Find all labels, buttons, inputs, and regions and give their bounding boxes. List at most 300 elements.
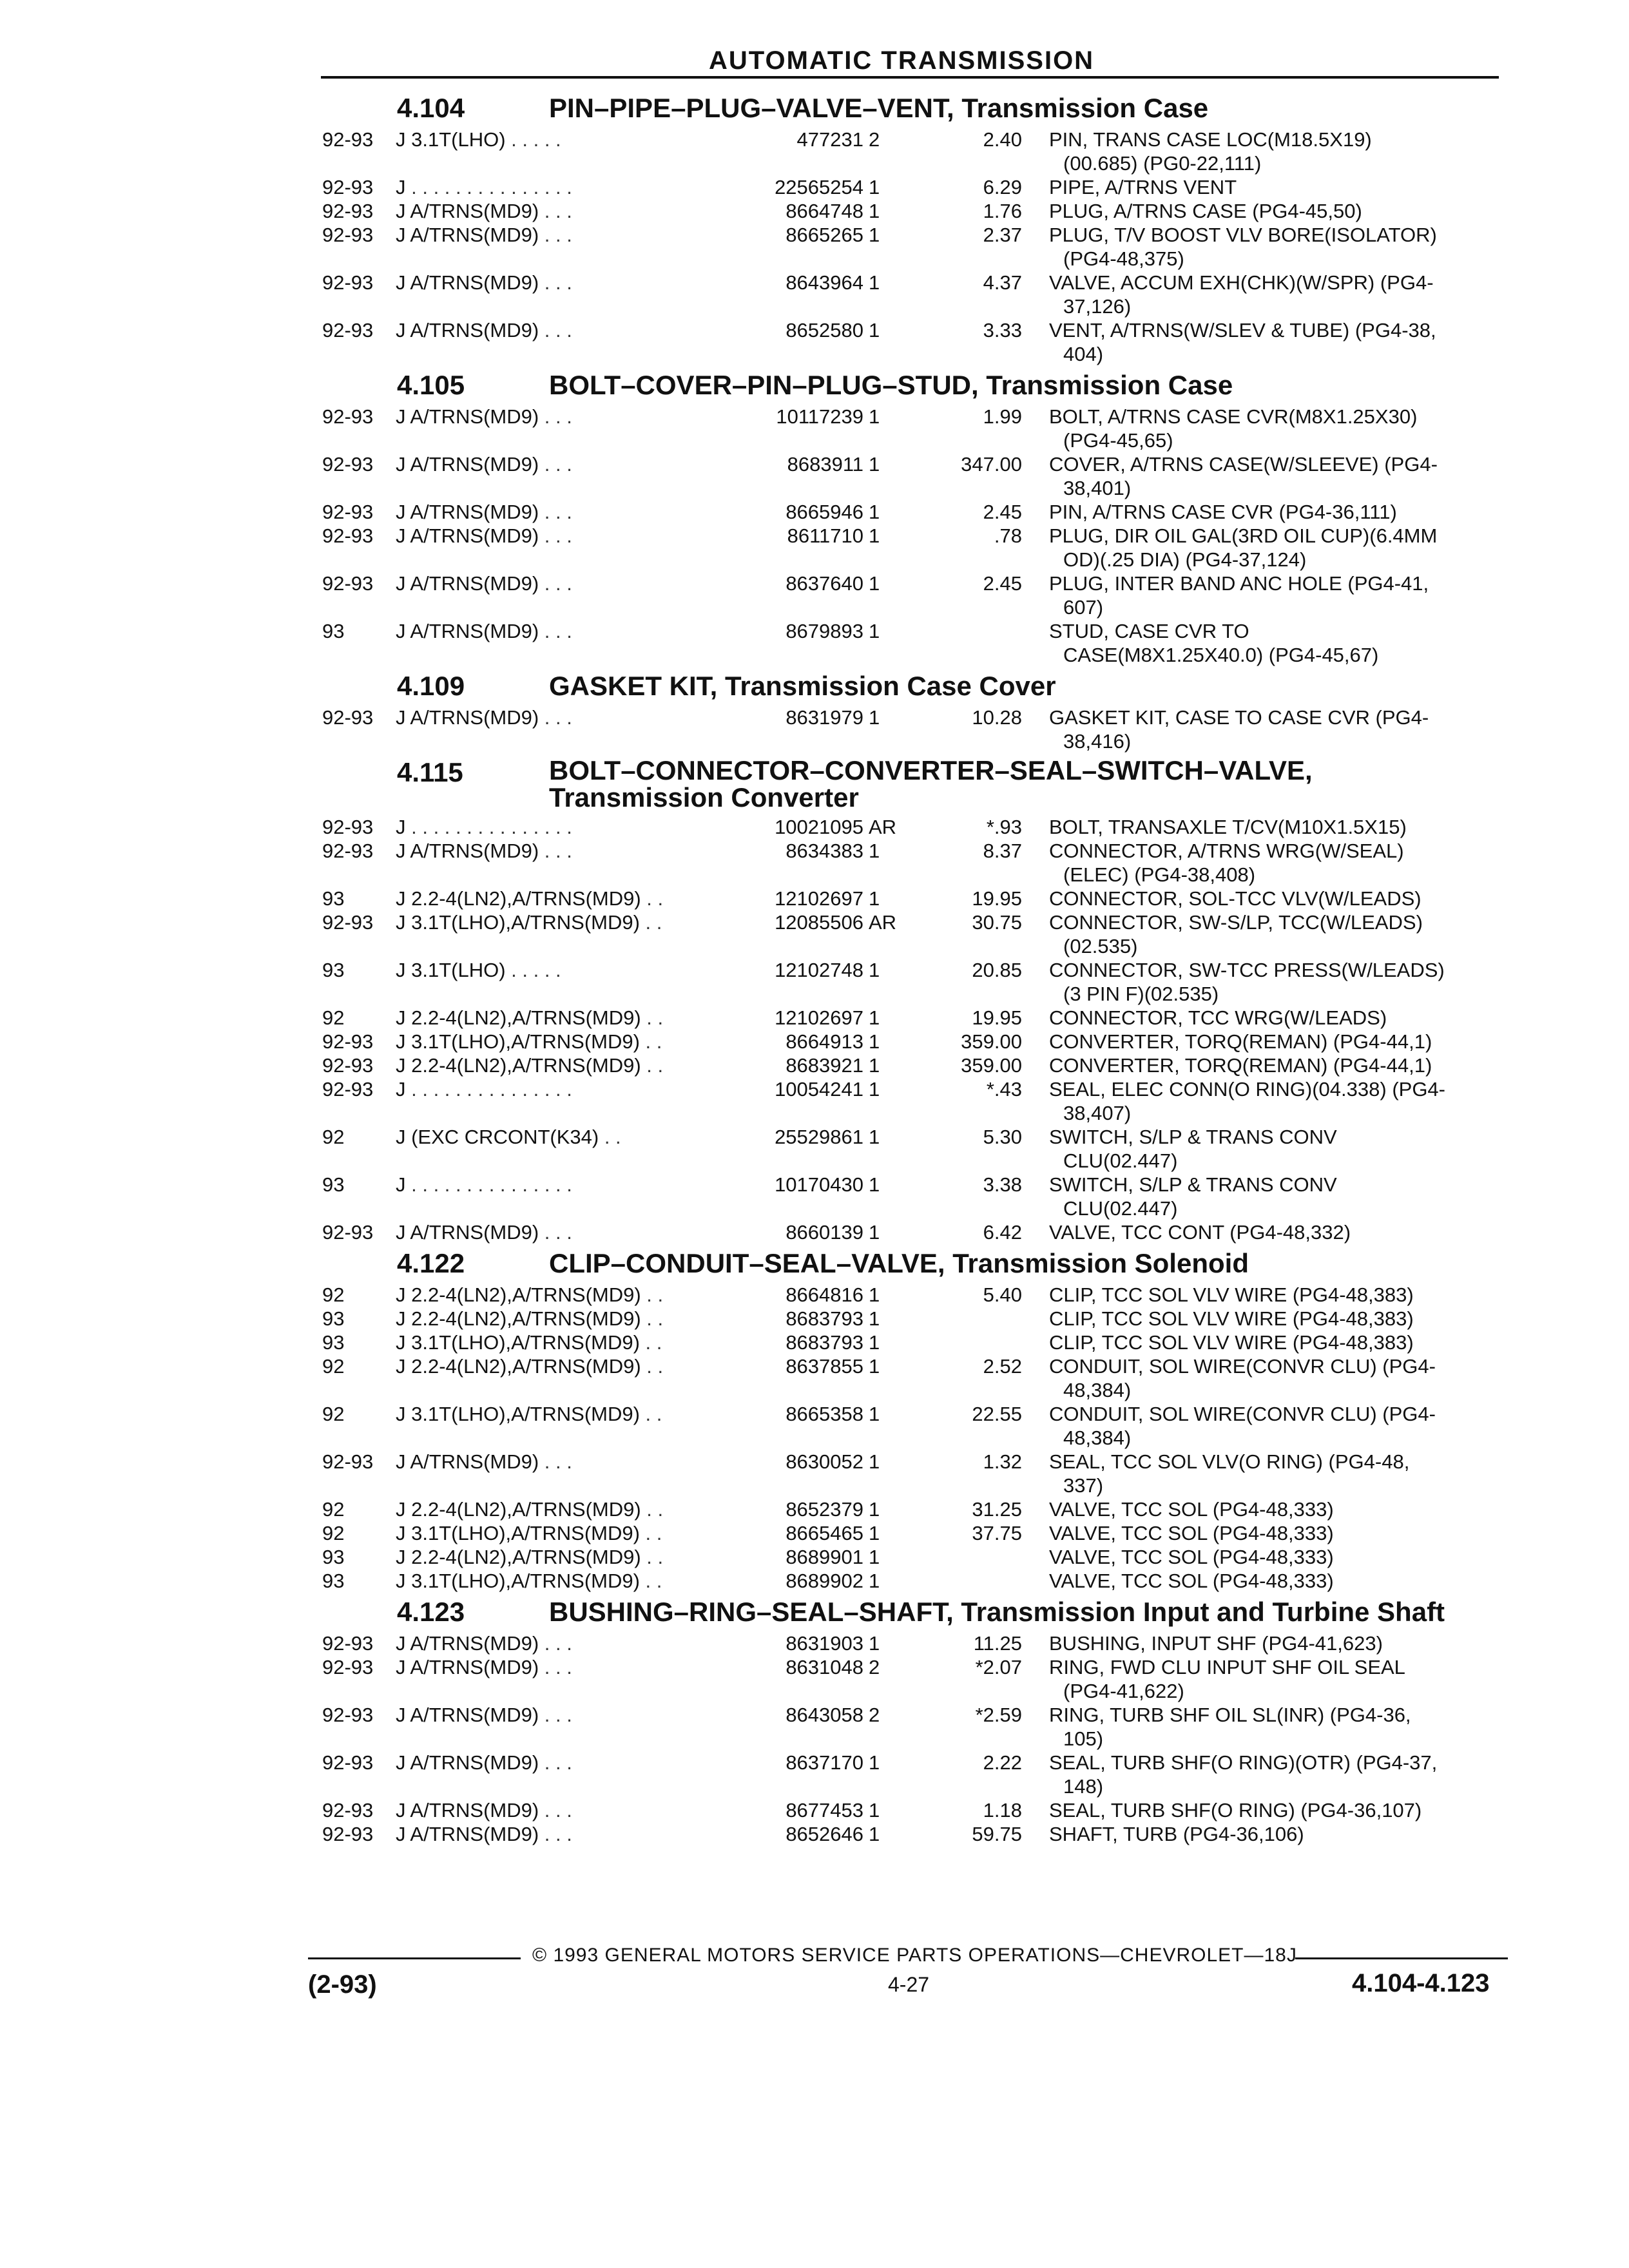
price: 3.33 xyxy=(983,319,1022,341)
model-years: 92-93 xyxy=(322,405,374,428)
description-line-1: SWITCH, S/LP & TRANS CONV xyxy=(1049,1126,1337,1148)
quantity: 1 xyxy=(869,1078,880,1100)
model-years: 92-93 xyxy=(322,1799,374,1821)
section-title: PIN–PIPE–PLUG–VALVE–VENT, Transmission Case xyxy=(549,93,1209,123)
description-line-2: OD)(.25 DIA) (PG4-37,124) xyxy=(1063,548,1307,571)
model-years: 92-93 xyxy=(322,524,374,547)
section-title: BOLT–COVER–PIN–PLUG–STUD, Transmission Case xyxy=(549,370,1233,400)
application xyxy=(396,887,718,910)
application-text: J A/TRNS(MD9) xyxy=(396,1823,539,1845)
quantity: 1 xyxy=(869,176,880,198)
parts-row xyxy=(0,706,1629,753)
quantity: 1 xyxy=(869,1546,880,1568)
leader-dots: . . . xyxy=(539,224,572,246)
parts-row xyxy=(0,1354,1629,1402)
quantity: 1 xyxy=(869,1054,880,1077)
description-line-2: 38,407) xyxy=(1063,1102,1132,1124)
description-line-2: 48,384) xyxy=(1063,1427,1132,1449)
parts-catalog xyxy=(0,89,1629,1846)
description-line-2: (PG4-45,65) xyxy=(1063,429,1173,452)
application-text: J A/TRNS(MD9) xyxy=(396,1704,539,1726)
parts-row xyxy=(0,1125,1629,1173)
description xyxy=(1049,1631,1500,1655)
description xyxy=(1049,1822,1500,1846)
application-text: J xyxy=(396,816,406,838)
leader-dots: . . . . . xyxy=(505,959,561,981)
leader-dots: . . xyxy=(641,1546,664,1568)
quantity: 1 xyxy=(869,224,880,246)
section-number: 4.122 xyxy=(397,1248,465,1278)
description-line-1: PIN, A/TRNS CASE CVR (PG4-36,111) xyxy=(1049,501,1397,523)
part-number: 8637170 xyxy=(786,1751,863,1774)
description-line-2: CASE(M8X1.25X40.0) (PG4-45,67) xyxy=(1063,644,1379,666)
description xyxy=(1049,1521,1500,1545)
description-line-1: CONNECTOR, TCC WRG(W/LEADS) xyxy=(1049,1006,1387,1029)
description xyxy=(1049,500,1500,524)
price: 22.55 xyxy=(972,1403,1022,1425)
leader-dots: . . xyxy=(641,1498,664,1521)
part-number: 8631979 xyxy=(786,706,863,729)
price: 6.42 xyxy=(983,1221,1022,1244)
application-text: J A/TRNS(MD9) xyxy=(396,405,539,428)
application-text: J A/TRNS(MD9) xyxy=(396,620,539,642)
parts-row xyxy=(0,1798,1629,1822)
quantity: 1 xyxy=(869,840,880,862)
part-number: 8637855 xyxy=(786,1355,863,1378)
part-number: 10117239 xyxy=(776,405,863,428)
price: 30.75 xyxy=(972,911,1022,934)
application xyxy=(396,524,718,548)
price: 2.45 xyxy=(983,572,1022,595)
section-range: 4.104-4.123 xyxy=(1352,1969,1490,1997)
description-line-2: 105) xyxy=(1063,1727,1104,1750)
quantity: 1 xyxy=(869,1331,880,1354)
price: *2.59 xyxy=(975,1704,1022,1726)
part-number: 10021095 xyxy=(775,816,863,838)
parts-row xyxy=(0,1077,1629,1125)
quantity: 2 xyxy=(869,128,880,151)
leader-dots: . . . xyxy=(539,1632,572,1655)
application xyxy=(396,1655,718,1679)
application-text: J 3.1T(LHO),A/TRNS(MD9) xyxy=(396,1522,640,1544)
model-years: 92-93 xyxy=(322,224,374,246)
application-text: J 3.1T(LHO),A/TRNS(MD9) xyxy=(396,1403,640,1425)
price: 4.37 xyxy=(983,271,1022,294)
leader-dots: . . . . . . . . . . . . . . . xyxy=(405,1078,572,1100)
footer-copyright: © 1993 GENERAL MOTORS SERVICE PARTS OPERATIONS—CHEVROLET—18J xyxy=(532,1945,1297,1966)
application xyxy=(396,1497,718,1521)
price: *.43 xyxy=(986,1078,1022,1100)
application-text: J 2.2-4(LN2),A/TRNS(MD9) xyxy=(396,1307,641,1330)
price: 20.85 xyxy=(972,959,1022,981)
leader-dots: . . . xyxy=(539,453,572,476)
description-line-2: CLU(02.447) xyxy=(1063,1197,1178,1220)
application-text: J 3.1T(LHO) xyxy=(396,128,506,151)
description-line-1: CONVERTER, TORQ(REMAN) (PG4-44,1) xyxy=(1049,1054,1432,1077)
leader-dots: . . . xyxy=(539,572,572,595)
application-text: J A/TRNS(MD9) xyxy=(396,271,539,294)
description-line-2: (3 PIN F)(02.535) xyxy=(1063,983,1219,1005)
page-header-title: AUTOMATIC TRANSMISSION xyxy=(709,46,1095,75)
part-number: 8611710 xyxy=(787,524,863,547)
part-number: 8630052 xyxy=(786,1450,863,1473)
quantity: 1 xyxy=(869,1006,880,1029)
parts-row xyxy=(0,887,1629,910)
description-line-1: PIN, TRANS CASE LOC(M18.5X19) xyxy=(1049,128,1372,151)
quantity: 1 xyxy=(869,1498,880,1521)
application xyxy=(396,1751,718,1774)
price: 359.00 xyxy=(961,1054,1022,1077)
part-number: 8665465 xyxy=(786,1522,863,1544)
section-heading xyxy=(0,366,1629,405)
price: 1.99 xyxy=(983,405,1022,428)
model-years: 93 xyxy=(322,1331,345,1354)
description-line-1: PLUG, DIR OIL GAL(3RD OIL CUP)(6.4MM xyxy=(1049,524,1438,547)
parts-row xyxy=(0,1822,1629,1846)
quantity: 1 xyxy=(869,1450,880,1473)
parts-row xyxy=(0,1521,1629,1545)
parts-row xyxy=(0,1331,1629,1354)
part-number: 22565254 xyxy=(775,176,863,198)
price: 1.32 xyxy=(983,1450,1022,1473)
parts-row xyxy=(0,1173,1629,1220)
description-line-1: BUSHING, INPUT SHF (PG4-41,623) xyxy=(1049,1632,1383,1655)
application-text: J A/TRNS(MD9) xyxy=(396,501,539,523)
description-line-1: CLIP, TCC SOL VLV WIRE (PG4-48,383) xyxy=(1049,1331,1414,1354)
leader-dots: . . . . . . . . . . . . . . . xyxy=(405,1173,572,1196)
leader-dots: . . xyxy=(639,1331,662,1354)
part-number: 8643964 xyxy=(786,271,863,294)
section-title: GASKET KIT, Transmission Case Cover xyxy=(549,671,1056,701)
leader-dots: . . . xyxy=(539,1450,572,1473)
application xyxy=(396,619,718,643)
model-years: 92-93 xyxy=(322,572,374,595)
parts-row xyxy=(0,1631,1629,1655)
description xyxy=(1049,1655,1500,1703)
parts-row xyxy=(0,128,1629,175)
description-line-1: SEAL, TURB SHF(O RING) (PG4-36,107) xyxy=(1049,1799,1422,1821)
model-years: 92-93 xyxy=(322,911,374,934)
leader-dots: . . xyxy=(639,1403,662,1425)
application-text: J 2.2-4(LN2),A/TRNS(MD9) xyxy=(396,1054,641,1077)
application-text: J xyxy=(396,1078,406,1100)
section-title: CLIP–CONDUIT–SEAL–VALVE, Transmission Solenoid xyxy=(549,1248,1249,1278)
model-years: 92-93 xyxy=(322,200,374,222)
part-number: 12102697 xyxy=(775,1006,863,1029)
description-line-2: 148) xyxy=(1063,1775,1104,1798)
model-years: 93 xyxy=(322,620,345,642)
description xyxy=(1049,1331,1500,1354)
leader-dots: . . . xyxy=(539,1221,572,1244)
description xyxy=(1049,815,1500,839)
part-number: 8652379 xyxy=(786,1498,863,1521)
model-years: 92 xyxy=(322,1126,345,1148)
description-line-1: VALVE, ACCUM EXH(CHK)(W/SPR) (PG4- xyxy=(1049,271,1434,294)
leader-dots: . . xyxy=(639,911,662,934)
section-heading xyxy=(0,667,1629,706)
description-line-1: RING, FWD CLU INPUT SHF OIL SEAL xyxy=(1049,1656,1405,1678)
leader-dots: . . . xyxy=(539,1751,572,1774)
leader-dots: . . . xyxy=(539,840,572,862)
application-text: J A/TRNS(MD9) xyxy=(396,1799,539,1821)
section-number: 4.123 xyxy=(397,1597,465,1627)
price: 359.00 xyxy=(961,1030,1022,1053)
parts-row xyxy=(0,405,1629,452)
leader-dots: . . xyxy=(639,1522,662,1544)
description-line-2: 48,384) xyxy=(1063,1379,1132,1401)
section-heading xyxy=(0,753,1629,815)
application-text: J A/TRNS(MD9) xyxy=(396,706,539,729)
section-heading xyxy=(0,89,1629,128)
parts-row xyxy=(0,1450,1629,1497)
model-years: 93 xyxy=(322,959,345,981)
quantity: 1 xyxy=(869,1173,880,1196)
application-text: J 2.2-4(LN2),A/TRNS(MD9) xyxy=(396,1283,641,1306)
model-years: 93 xyxy=(322,1546,345,1568)
description-line-1: SHAFT, TURB (PG4-36,106) xyxy=(1049,1823,1304,1845)
part-number: 8677453 xyxy=(786,1799,863,1821)
parts-row xyxy=(0,1307,1629,1331)
leader-dots: . . xyxy=(641,1006,664,1029)
price: 6.29 xyxy=(983,176,1022,198)
application xyxy=(396,910,718,934)
parts-row xyxy=(0,1703,1629,1751)
description-line-1: CLIP, TCC SOL VLV WIRE (PG4-48,383) xyxy=(1049,1307,1414,1330)
part-number: 8631048 xyxy=(786,1656,863,1678)
description-line-1: COVER, A/TRNS CASE(W/SLEEVE) (PG4- xyxy=(1049,453,1438,476)
price: *.93 xyxy=(986,816,1022,838)
description xyxy=(1049,1220,1500,1244)
quantity: 1 xyxy=(869,1632,880,1655)
part-number: 8660139 xyxy=(786,1221,863,1244)
description xyxy=(1049,706,1500,753)
model-years: 92-93 xyxy=(322,501,374,523)
part-number: 477231 xyxy=(796,128,863,151)
price: 31.25 xyxy=(972,1498,1022,1521)
description xyxy=(1049,572,1500,619)
application xyxy=(396,1703,718,1727)
application-text: J A/TRNS(MD9) xyxy=(396,524,539,547)
price: 1.76 xyxy=(983,200,1022,222)
part-number: 8665265 xyxy=(786,224,863,246)
application xyxy=(396,128,718,151)
description-line-2: 607) xyxy=(1063,596,1104,619)
quantity: 1 xyxy=(869,1403,880,1425)
price: 19.95 xyxy=(972,887,1022,910)
description-line-1: VALVE, TCC SOL (PG4-48,333) xyxy=(1049,1570,1334,1592)
description xyxy=(1049,1125,1500,1173)
application-text: J 3.1T(LHO) xyxy=(396,959,506,981)
application xyxy=(396,199,718,223)
section-title: BUSHING–RING–SEAL–SHAFT, Transmission Input and Turbine Shaft xyxy=(549,1597,1445,1627)
price: *2.07 xyxy=(975,1656,1022,1678)
model-years: 93 xyxy=(322,887,345,910)
parts-row xyxy=(0,524,1629,572)
application xyxy=(396,706,718,729)
model-years: 92-93 xyxy=(322,176,374,198)
description xyxy=(1049,1354,1500,1402)
parts-row xyxy=(0,1053,1629,1077)
description-line-1: BOLT, TRANSAXLE T/CV(M10X1.5X15) xyxy=(1049,816,1407,838)
price: 347.00 xyxy=(961,453,1022,476)
model-years: 92-93 xyxy=(322,1221,374,1244)
section-heading xyxy=(0,1244,1629,1283)
model-years: 92-93 xyxy=(322,453,374,476)
application-text: J 2.2-4(LN2),A/TRNS(MD9) xyxy=(396,1498,641,1521)
description-line-2: (PG4-41,622) xyxy=(1063,1680,1184,1702)
description-line-2: CLU(02.447) xyxy=(1063,1149,1178,1172)
description xyxy=(1049,1569,1500,1593)
application-text: J 2.2-4(LN2),A/TRNS(MD9) xyxy=(396,887,641,910)
description xyxy=(1049,1283,1500,1307)
description-line-2: (00.685) (PG0-22,111) xyxy=(1063,152,1262,175)
description xyxy=(1049,1077,1500,1125)
application-text: J 2.2-4(LN2),A/TRNS(MD9) xyxy=(396,1546,641,1568)
description-line-1: SWITCH, S/LP & TRANS CONV xyxy=(1049,1173,1337,1196)
quantity: 1 xyxy=(869,1355,880,1378)
part-number: 8683921 xyxy=(786,1054,863,1077)
description-line-1: CONNECTOR, SW-TCC PRESS(W/LEADS) xyxy=(1049,959,1445,981)
description xyxy=(1049,839,1500,887)
description-line-2: 38,416) xyxy=(1063,730,1132,753)
parts-row xyxy=(0,1220,1629,1244)
application-text: J A/TRNS(MD9) xyxy=(396,1632,539,1655)
model-years: 92-93 xyxy=(322,1751,374,1774)
part-number: 8652580 xyxy=(786,319,863,341)
model-years: 92-93 xyxy=(322,706,374,729)
price: 1.18 xyxy=(983,1799,1022,1821)
description-line-2: (PG4-48,375) xyxy=(1063,247,1184,270)
leader-dots: . . . xyxy=(539,271,572,294)
application xyxy=(396,1283,718,1307)
quantity: 2 xyxy=(869,1656,880,1678)
quantity: 1 xyxy=(869,1799,880,1821)
application-text: J 3.1T(LHO),A/TRNS(MD9) xyxy=(396,911,640,934)
price: 8.37 xyxy=(983,840,1022,862)
part-number: 8683793 xyxy=(786,1307,863,1330)
leader-dots: . . . xyxy=(539,319,572,341)
quantity: 1 xyxy=(869,620,880,642)
application xyxy=(396,405,718,428)
model-years: 92-93 xyxy=(322,319,374,341)
model-years: 92-93 xyxy=(322,1450,374,1473)
application xyxy=(396,452,718,476)
description-line-1: GASKET KIT, CASE TO CASE CVR (PG4- xyxy=(1049,706,1429,729)
description-line-2: 38,401) xyxy=(1063,477,1132,499)
parts-row xyxy=(0,815,1629,839)
price: .78 xyxy=(994,524,1022,547)
description-line-1: VENT, A/TRNS(W/SLEV & TUBE) (PG4-38, xyxy=(1049,319,1436,341)
application xyxy=(396,958,718,982)
parts-row xyxy=(0,1569,1629,1593)
quantity: 1 xyxy=(869,887,880,910)
quantity: 1 xyxy=(869,1751,880,1774)
model-years: 92 xyxy=(322,1498,345,1521)
description-line-1: PLUG, INTER BAND ANC HOLE (PG4-41, xyxy=(1049,572,1429,595)
description-line-1: CLIP, TCC SOL VLV WIRE (PG4-48,383) xyxy=(1049,1283,1414,1306)
application xyxy=(396,1307,718,1331)
application xyxy=(396,1450,718,1474)
part-number: 8689901 xyxy=(786,1546,863,1568)
parts-row xyxy=(0,271,1629,318)
leader-dots: . . xyxy=(641,1307,664,1330)
application xyxy=(396,1030,718,1053)
description xyxy=(1049,1006,1500,1030)
description xyxy=(1049,887,1500,910)
parts-row xyxy=(0,1497,1629,1521)
application xyxy=(396,1006,718,1030)
description xyxy=(1049,1545,1500,1569)
description xyxy=(1049,318,1500,366)
application xyxy=(396,1354,718,1378)
part-number: 8664913 xyxy=(786,1030,863,1053)
application-text: J 3.1T(LHO),A/TRNS(MD9) xyxy=(396,1331,640,1354)
section-number: 4.115 xyxy=(397,757,463,787)
quantity: AR xyxy=(869,816,897,838)
application xyxy=(396,1125,718,1149)
description xyxy=(1049,910,1500,958)
description-line-1: SEAL, TURB SHF(O RING)(OTR) (PG4-37, xyxy=(1049,1751,1438,1774)
leader-dots: . . . xyxy=(539,200,572,222)
description xyxy=(1049,1030,1500,1053)
parts-row xyxy=(0,223,1629,271)
model-years: 92-93 xyxy=(322,1656,374,1678)
quantity: 1 xyxy=(869,200,880,222)
description xyxy=(1049,958,1500,1006)
quantity: 1 xyxy=(869,453,880,476)
part-number: 12102748 xyxy=(775,959,863,981)
quantity: 1 xyxy=(869,1570,880,1592)
description-line-2: (02.535) xyxy=(1063,935,1138,957)
application-text: J (EXC CRCONT(K34) xyxy=(396,1126,599,1148)
description xyxy=(1049,223,1500,271)
parts-row xyxy=(0,452,1629,500)
description-line-1: VALVE, TCC SOL (PG4-48,333) xyxy=(1049,1522,1334,1544)
description-line-1: BOLT, A/TRNS CASE CVR(M8X1.25X30) xyxy=(1049,405,1418,428)
section-title: BOLT–CONNECTOR–CONVERTER–SEAL–SWITCH–VALVE, Transmission Converter xyxy=(549,755,1313,812)
leader-dots: . . xyxy=(641,1054,664,1077)
part-number: 8652646 xyxy=(786,1823,863,1845)
description-line-1: CONDUIT, SOL WIRE(CONVR CLU) (PG4- xyxy=(1049,1403,1436,1425)
footer-date: (2-93) xyxy=(308,1970,377,1999)
description xyxy=(1049,1450,1500,1497)
parts-row xyxy=(0,958,1629,1006)
part-number: 8637640 xyxy=(786,572,863,595)
quantity: 1 xyxy=(869,572,880,595)
description xyxy=(1049,405,1500,452)
quantity: AR xyxy=(869,911,897,934)
model-years: 92-93 xyxy=(322,271,374,294)
parts-row xyxy=(0,619,1629,667)
description xyxy=(1049,271,1500,318)
part-number: 8665358 xyxy=(786,1403,863,1425)
parts-row xyxy=(0,175,1629,199)
application xyxy=(396,1798,718,1822)
description-line-1: CONNECTOR, A/TRNS WRG(W/SEAL) xyxy=(1049,840,1404,862)
leader-dots: . . . xyxy=(539,1656,572,1678)
leader-dots: . . xyxy=(639,1030,662,1053)
description-line-2: (ELEC) (PG4-38,408) xyxy=(1063,863,1256,886)
price: 2.45 xyxy=(983,501,1022,523)
section-number: 4.104 xyxy=(397,93,465,123)
leader-dots: . . . xyxy=(539,1704,572,1726)
model-years: 93 xyxy=(322,1570,345,1592)
leader-dots: . . . xyxy=(539,524,572,547)
page-number: 4-27 xyxy=(888,1973,930,1996)
parts-row xyxy=(0,318,1629,366)
model-years: 93 xyxy=(322,1173,345,1196)
quantity: 1 xyxy=(869,1221,880,1244)
